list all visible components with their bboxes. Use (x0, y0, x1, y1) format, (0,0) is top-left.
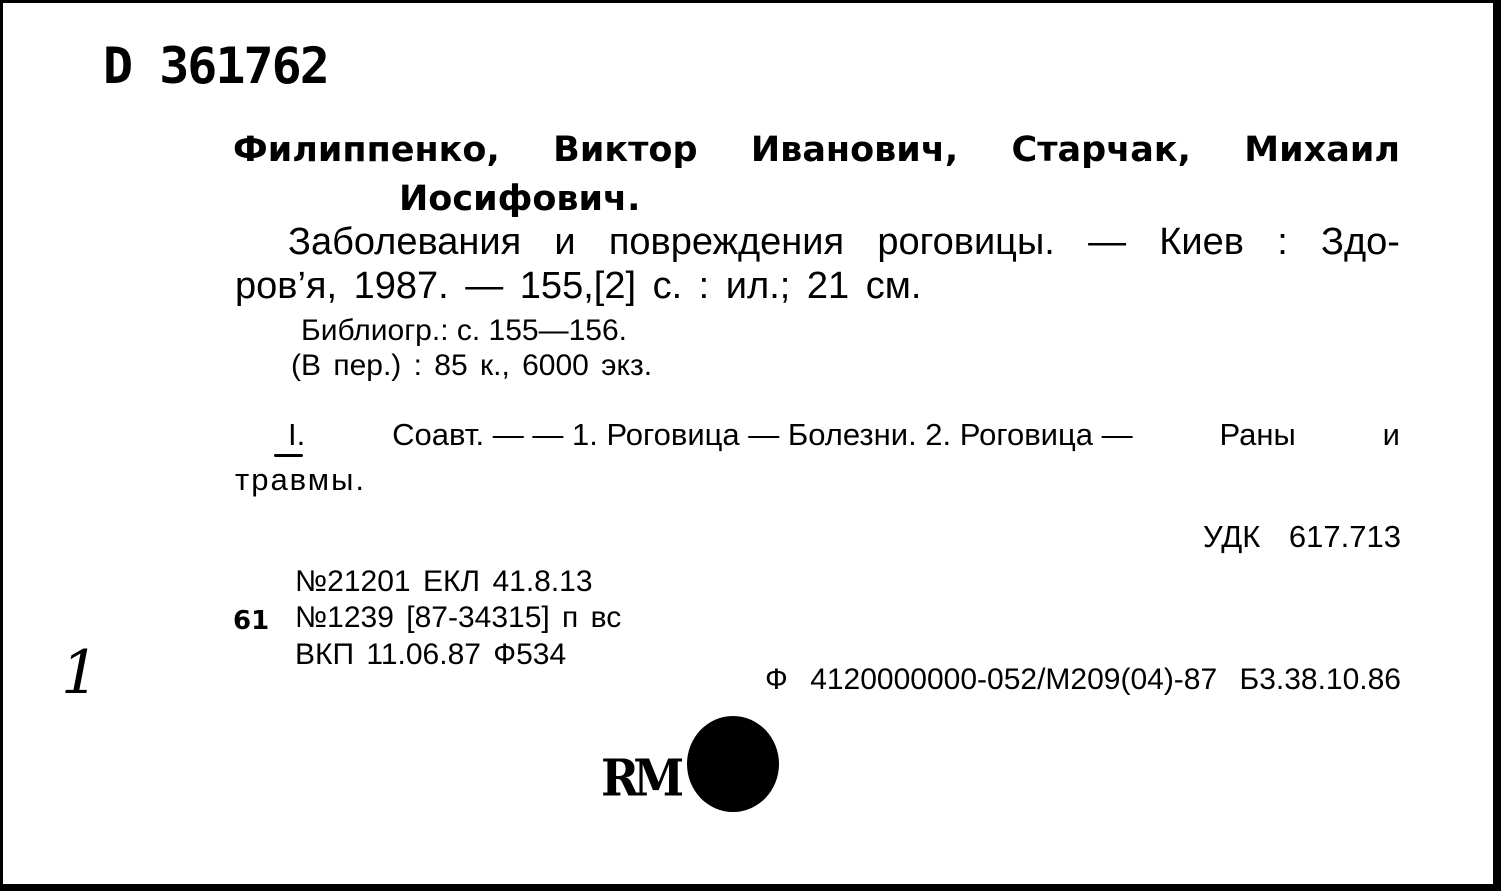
rm-logo: RM (601, 748, 679, 808)
title-line-1 (288, 223, 1400, 261)
title-line-2: ров’я, 1987. — 155,[2] с. : ил.; 21 см. (235, 265, 922, 307)
bibliography-note: Библиогр.: с. 155—156. (301, 314, 627, 347)
registration-line-1: №21201 ЕКЛ 41.8.13 (295, 565, 593, 598)
title-word: и (554, 221, 576, 263)
tracing-text: Раны (1219, 417, 1296, 452)
catalog-card (3, 3, 1497, 887)
author-name-2: Михаил (1244, 130, 1400, 170)
title-word: роговицы. (877, 221, 1055, 263)
index-code-line: Ф 4120000000-052/М209(04)-87 Б3.38.10.86 (765, 663, 1401, 696)
tracings-line-1 (288, 419, 1400, 450)
title-word: : (1277, 221, 1288, 263)
udk-code: УДК 617.713 (1202, 519, 1401, 554)
registration-line-2: №1239 [87-34315] п вс (295, 601, 622, 634)
call-number: D 361762 (103, 37, 328, 95)
price-note: (В пер.) : 85 к., 6000 экз. (291, 349, 653, 382)
title-word: Киев (1159, 221, 1244, 263)
author-patronymic-1: Иванович, (750, 130, 959, 170)
registration-line-3: ВКП 11.06.87 Ф534 (295, 638, 567, 671)
title-word: Здо- (1321, 221, 1400, 263)
author-surname-2: Старчак, (1011, 130, 1191, 170)
handwritten-mark: 1 (61, 638, 100, 708)
authors-line (233, 130, 1400, 170)
title-word: Заболевания (288, 221, 522, 263)
black-dot-icon (687, 716, 779, 812)
author-name-1: Виктор (553, 130, 698, 170)
tracing-text: Соавт. — — 1. Роговица — Болезни. 2. Роговица — (392, 417, 1133, 452)
tracing-text: и (1382, 417, 1400, 452)
registration-number-61: 61 (233, 606, 270, 636)
author-surname-1: Филиппенко, (233, 130, 500, 170)
title-word: повреждения (608, 221, 845, 263)
tracings-line-2: травмы. (235, 462, 367, 497)
title-word: — (1088, 221, 1127, 263)
tracing-roman-numeral: I. (288, 417, 306, 452)
authors-continuation: Иосифович. (399, 179, 641, 219)
